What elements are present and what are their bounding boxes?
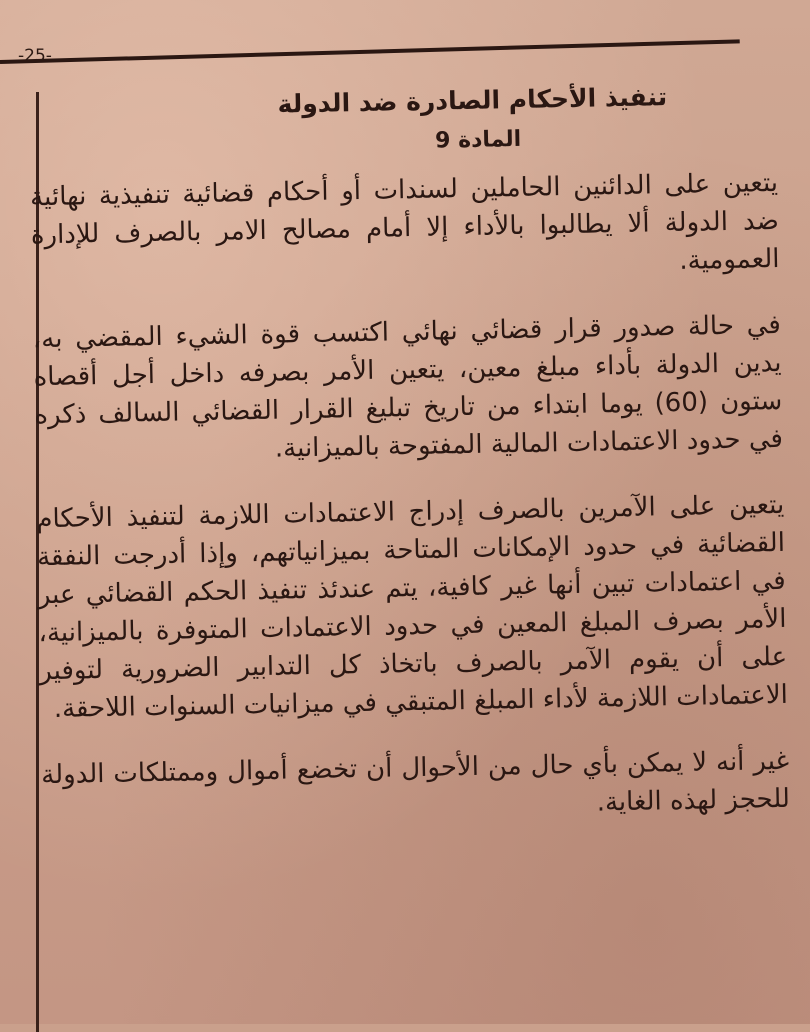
article-heading: المادة 9: [434, 126, 522, 154]
document-body: [28, 78, 791, 860]
section-title: تنفيذ الأحكام الصادرة ضد الدولة: [277, 82, 668, 119]
paragraph-2: في حالة صدور قرار قضائي نهائي اكتسب قوة الشيء المقضي به، يدين الدولة بأداء مبلغ معين، يتعين الأمر بصرفه داخل أجل أقصاه ستون (60) يوما ابتداء من تاريخ تبليغ القرار القضائي السالف ذكره في حدود الاعتمادات المالية المفتوحة بالميزانية.: [32, 309, 784, 464]
paragraph-1: يتعين على الدائنين الحاملين لسندات أو أحكام قضائية تنفيذية نهائية ضد الدولة ألا يطالبوا بالأداء إلا أمام مصالح الامر بالصرف للإدارة العمومية.: [29, 167, 780, 276]
header-rule: [0, 39, 740, 64]
page-number: -25-: [18, 46, 52, 66]
paragraph-3: يتعين على الآمرين بالصرف إدراج الاعتمادات اللازمة لتنفيذ الأحكام القضائية في حدود الإمكانات المتاحة بميزانياتهم، وإذا أدرجت النفقة في اعتمادات تبين أنها غير كافية، يتم عندئذ تنفيذ الحكم القضائي عبر الأمر بصرف المبلغ المعين في حدود الاعتمادات المتوفرة بالميزانية، على أن يقوم الآمر بالصرف باتخاذ كل التدابير الضرورية لتوفير الاعتمادات اللازمة لأداء المبلغ المتبقي في ميزانيات السنوات اللاحقة.: [36, 489, 789, 724]
paragraph-4: غير أنه لا يمكن بأي حال من الأحوال أن تخضع أموال وممتلكات الدولة للحجز لهذه الغاية.: [40, 745, 791, 818]
